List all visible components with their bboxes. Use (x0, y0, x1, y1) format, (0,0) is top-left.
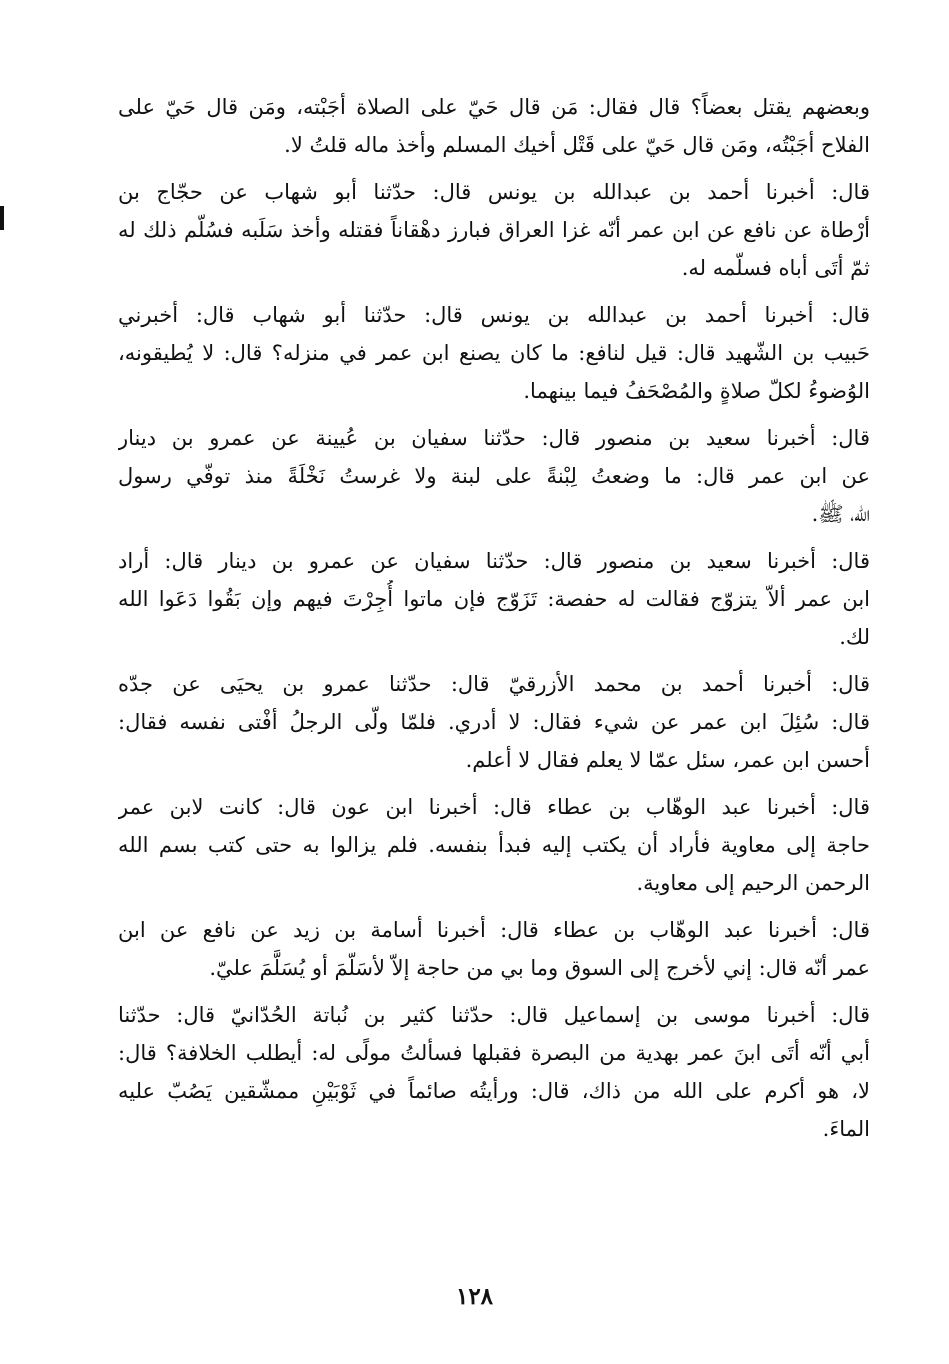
text-line: قال: أخبرنا أحمد بن عبدالله بن يونس قال: حدّثنا أبو شهاب قال: أخبرني (118, 303, 870, 327)
body-text (118, 88, 870, 1157)
text-line: ثمّ أتَى أباه فسلّمه له. (681, 256, 870, 280)
paragraph-1 (118, 88, 870, 164)
text-line: أرْطاة عن نافع عن ابن عمر أنّه غزا العراق فبارز دهْقاناً فقتله وأخذ سَلَبه فسُلّم ذلك له (118, 218, 870, 242)
text-line: عمر أنّه قال: إني لأخرج إلى السوق وما بي من حاجة إلاّ لأسَلّمَ أو يُسَلَّمَ عليّ. (209, 956, 870, 980)
paragraph-4 (118, 419, 870, 533)
text-line: قال: أخبرنا سعيد بن منصور قال: حدّثنا سفيان عن عمرو بن دينار قال: أراد (118, 549, 870, 573)
text-line: قال: أخبرنا عبد الوهّاب بن عطاء قال: أخبرنا أسامة بن زيد عن نافع عن ابن (118, 918, 870, 942)
text-line: الله، ﷺ. (811, 502, 870, 526)
paragraph-2 (118, 173, 870, 287)
text-line: قال: أخبرنا سعيد بن منصور قال: حدّثنا سفيان بن عُيينة عن عمرو بن دينار (118, 426, 870, 450)
text-line: قال: أخبرنا عبد الوهّاب بن عطاء قال: أخبرنا ابن عون قال: كانت لابن عمر (118, 795, 870, 819)
text-line: قال: أخبرنا أحمد بن محمد الأزرقيّ قال: حدّثنا عمرو بن يحيَى عن جدّه (118, 672, 870, 696)
paragraph-6 (118, 665, 870, 779)
text-line: قال: أخبرنا أحمد بن عبدالله بن يونس قال: حدّثنا أبو شهاب عن حجّاج بن (118, 180, 870, 204)
text-line: وبعضهم يقتل بعضاً؟ قال فقال: مَن قال حَيّ على الصلاة أجَبْته، ومَن قال حَيّ على (118, 95, 870, 119)
text-line: ابن عمر ألاّ يتزوّج فقالت له حفصة: تَزَوّج فإن ماتوا أُجِرْتَ فيهم وإن بَقُوا دَعَوا الله (118, 587, 870, 611)
page-number: ١٢٨ (455, 1283, 494, 1310)
text-line: عن ابن عمر قال: ما وضعتُ لِبْنةً على لبنة ولا غرستُ نَخْلَةً منذ توفّي رسول (118, 464, 870, 488)
margin-mark (0, 206, 4, 230)
text-line: قال: سُئِلَ ابن عمر عن شيء فقال: لا أدري. فلمّا ولّى الرجلُ أفْتى نفسه فقال: (118, 710, 870, 734)
text-line: لك. (839, 625, 870, 649)
text-line: أبي أنّه أتَى ابنَ عمر بهدية من البصرة فقبلها فسألتُ مولًى له: أيطلب الخلافة؟ قال: (118, 1041, 870, 1065)
text-line: الفلاح أجَبْتُه، ومَن قال حَيّ على قَتْل أخيك المسلم وأخذ ماله قلتُ لا. (284, 133, 870, 157)
paragraph-3 (118, 296, 870, 410)
paragraph-9 (118, 996, 870, 1148)
paragraph-5 (118, 542, 870, 656)
text-line: الرحمن الرحيم إلى معاوية. (636, 871, 870, 895)
text-line: قال: أخبرنا موسى بن إسماعيل قال: حدّثنا كثير بن نُباتة الحُدّانيّ قال: حدّثنا (118, 1003, 870, 1027)
text-line: الماءَ. (822, 1117, 870, 1141)
paragraph-7 (118, 788, 870, 902)
text-line: الوُضوءُ لكلّ صلاةٍ والمُصْحَفُ فيما بينهما. (523, 379, 870, 403)
text-line: حاجة إلى معاوية فأراد أن يكتب إليه فبدأ بنفسه. فلم يزالوا به حتى كتب بسم الله (118, 833, 870, 857)
text-line: لا، هو أكرم على الله من ذاك، قال: ورأيتُه صائماً في ثَوْبَيْنِ ممشّقين يَصُبّ عليه (118, 1079, 870, 1103)
text-line: أحسن ابن عمر، سئل عمّا لا يعلم فقال لا أعلم. (465, 748, 870, 772)
paragraph-8 (118, 911, 870, 987)
text-line: حَبيب بن الشّهيد قال: قيل لنافع: ما كان يصنع ابن عمر في منزله؟ قال: لا يُطيقونه، (118, 341, 870, 365)
